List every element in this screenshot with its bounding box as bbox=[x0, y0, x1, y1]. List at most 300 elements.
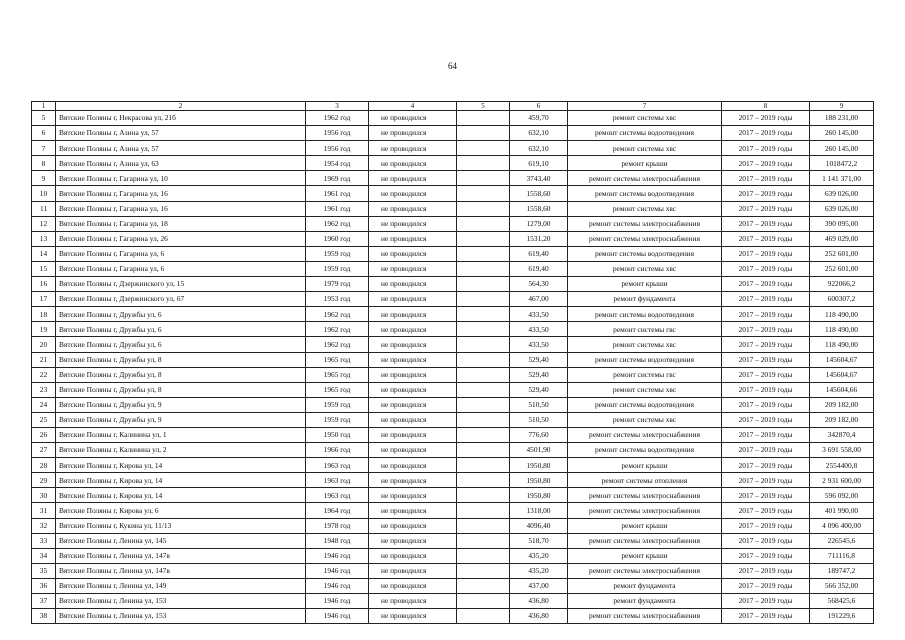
cost-cell: 118 490,00 bbox=[810, 307, 874, 322]
table-row bbox=[32, 156, 874, 171]
row-number-cell: 6 bbox=[32, 126, 56, 141]
work-type-cell: ремонт системы электроснабжения bbox=[568, 563, 722, 578]
inspection-cell: не проводился bbox=[369, 231, 457, 246]
area-cell: 435,20 bbox=[510, 548, 568, 563]
work-type-cell: ремонт системы гвс bbox=[568, 322, 722, 337]
empty-cell bbox=[457, 367, 510, 382]
empty-cell bbox=[457, 261, 510, 276]
cost-cell: 401 990,00 bbox=[810, 503, 874, 518]
area-cell: 4501,90 bbox=[510, 443, 568, 458]
cost-cell: 145604,67 bbox=[810, 367, 874, 382]
table-row bbox=[32, 533, 874, 548]
inspection-cell: не проводился bbox=[369, 111, 457, 126]
address-cell: Вятские Поляны г, Ленина ул, 153 bbox=[56, 609, 306, 624]
cost-cell: 3 691 558,00 bbox=[810, 443, 874, 458]
address-cell: Вятские Поляны г, Кирова ул, 14 bbox=[56, 488, 306, 503]
row-number-cell: 29 bbox=[32, 473, 56, 488]
cost-cell: 118 490,00 bbox=[810, 337, 874, 352]
area-cell: 529,40 bbox=[510, 367, 568, 382]
area-cell: 467,00 bbox=[510, 292, 568, 307]
period-cell: 2017 – 2019 годы bbox=[722, 156, 810, 171]
inspection-cell: не проводился bbox=[369, 443, 457, 458]
area-cell: 776,60 bbox=[510, 427, 568, 442]
work-type-cell: ремонт системы водоотведения bbox=[568, 246, 722, 261]
build-year-cell: 1946 год bbox=[306, 548, 369, 563]
empty-cell bbox=[457, 443, 510, 458]
table-row bbox=[32, 111, 874, 126]
table-row bbox=[32, 231, 874, 246]
row-number-cell: 18 bbox=[32, 307, 56, 322]
cost-cell: 600307,2 bbox=[810, 292, 874, 307]
column-number-header: 3 bbox=[306, 102, 369, 111]
build-year-cell: 1960 год bbox=[306, 231, 369, 246]
period-cell: 2017 – 2019 годы bbox=[722, 246, 810, 261]
table-row bbox=[32, 503, 874, 518]
table-row bbox=[32, 246, 874, 261]
empty-cell bbox=[457, 609, 510, 624]
period-cell: 2017 – 2019 годы bbox=[722, 473, 810, 488]
address-cell: Вятские Поляны г, Кукина ул, 11/13 bbox=[56, 518, 306, 533]
area-cell: 510,50 bbox=[510, 412, 568, 427]
inspection-cell: не проводился bbox=[369, 337, 457, 352]
build-year-cell: 1948 год bbox=[306, 533, 369, 548]
row-number-cell: 26 bbox=[32, 427, 56, 442]
cost-cell: 252 601,00 bbox=[810, 246, 874, 261]
empty-cell bbox=[457, 458, 510, 473]
cost-cell: 209 182,00 bbox=[810, 397, 874, 412]
work-type-cell: ремонт системы электроснабжения bbox=[568, 216, 722, 231]
row-number-cell: 13 bbox=[32, 231, 56, 246]
table-row bbox=[32, 427, 874, 442]
work-type-cell: ремонт системы водоотведения bbox=[568, 352, 722, 367]
table-row bbox=[32, 473, 874, 488]
table-row bbox=[32, 548, 874, 563]
work-type-cell: ремонт системы водоотведения bbox=[568, 307, 722, 322]
period-cell: 2017 – 2019 годы bbox=[722, 292, 810, 307]
address-cell: Вятские Поляны г, Кирова ул, 14 bbox=[56, 473, 306, 488]
period-cell: 2017 – 2019 годы bbox=[722, 533, 810, 548]
address-cell: Вятские Поляны г, Азина ул, 57 bbox=[56, 141, 306, 156]
empty-cell bbox=[457, 563, 510, 578]
work-type-cell: ремонт системы хвс bbox=[568, 201, 722, 216]
address-cell: Вятские Поляны г, Дружбы ул, 6 bbox=[56, 322, 306, 337]
inspection-cell: не проводился bbox=[369, 609, 457, 624]
inspection-cell: не проводился bbox=[369, 322, 457, 337]
inspection-cell: не проводился bbox=[369, 473, 457, 488]
cost-cell: 922066,2 bbox=[810, 277, 874, 292]
build-year-cell: 1959 год bbox=[306, 412, 369, 427]
build-year-cell: 1978 год bbox=[306, 518, 369, 533]
work-type-cell: ремонт системы хвс bbox=[568, 111, 722, 126]
build-year-cell: 1963 год bbox=[306, 488, 369, 503]
period-cell: 2017 – 2019 годы bbox=[722, 261, 810, 276]
build-year-cell: 1946 год bbox=[306, 578, 369, 593]
empty-cell bbox=[457, 186, 510, 201]
empty-cell bbox=[457, 307, 510, 322]
row-number-cell: 14 bbox=[32, 246, 56, 261]
inspection-cell: не проводился bbox=[369, 201, 457, 216]
row-number-cell: 30 bbox=[32, 488, 56, 503]
empty-cell bbox=[457, 488, 510, 503]
table-row bbox=[32, 458, 874, 473]
area-cell: 632,10 bbox=[510, 126, 568, 141]
inspection-cell: не проводился bbox=[369, 307, 457, 322]
build-year-cell: 1963 год bbox=[306, 473, 369, 488]
row-number-cell: 9 bbox=[32, 171, 56, 186]
build-year-cell: 1966 год bbox=[306, 443, 369, 458]
cost-cell: 711116,8 bbox=[810, 548, 874, 563]
work-type-cell: ремонт системы электроснабжения bbox=[568, 427, 722, 442]
column-number-header: 2 bbox=[56, 102, 306, 111]
table-row bbox=[32, 261, 874, 276]
build-year-cell: 1965 год bbox=[306, 382, 369, 397]
inspection-cell: не проводился bbox=[369, 533, 457, 548]
area-cell: 459,70 bbox=[510, 111, 568, 126]
table-row bbox=[32, 412, 874, 427]
table-row bbox=[32, 367, 874, 382]
empty-cell bbox=[457, 126, 510, 141]
period-cell: 2017 – 2019 годы bbox=[722, 337, 810, 352]
area-cell: 619,40 bbox=[510, 246, 568, 261]
empty-cell bbox=[457, 277, 510, 292]
inspection-cell: не проводился bbox=[369, 292, 457, 307]
table-row bbox=[32, 216, 874, 231]
row-number-cell: 22 bbox=[32, 367, 56, 382]
empty-cell bbox=[457, 533, 510, 548]
table-row bbox=[32, 277, 874, 292]
address-cell: Вятские Поляны г, Кирова ул, 14 bbox=[56, 458, 306, 473]
address-cell: Вятские Поляны г, Ленина ул, 145 bbox=[56, 533, 306, 548]
inspection-cell: не проводился bbox=[369, 578, 457, 593]
period-cell: 2017 – 2019 годы bbox=[722, 458, 810, 473]
inspection-cell: не проводился bbox=[369, 126, 457, 141]
build-year-cell: 1962 год bbox=[306, 307, 369, 322]
inspection-cell: не проводился bbox=[369, 216, 457, 231]
address-cell: Вятские Поляны г, Дзержинского ул, 15 bbox=[56, 277, 306, 292]
area-cell: 433,50 bbox=[510, 322, 568, 337]
period-cell: 2017 – 2019 годы bbox=[722, 518, 810, 533]
period-cell: 2017 – 2019 годы bbox=[722, 186, 810, 201]
inspection-cell: не проводился bbox=[369, 563, 457, 578]
row-number-cell: 38 bbox=[32, 609, 56, 624]
period-cell: 2017 – 2019 годы bbox=[722, 427, 810, 442]
work-type-cell: ремонт крыши bbox=[568, 518, 722, 533]
build-year-cell: 1962 год bbox=[306, 216, 369, 231]
row-number-cell: 15 bbox=[32, 261, 56, 276]
cost-cell: 390 095,00 bbox=[810, 216, 874, 231]
row-number-cell: 10 bbox=[32, 186, 56, 201]
table-row bbox=[32, 488, 874, 503]
area-cell: 632,10 bbox=[510, 141, 568, 156]
work-type-cell: ремонт фундамента bbox=[568, 594, 722, 609]
address-cell: Вятские Поляны г, Дружбы ул, 8 bbox=[56, 382, 306, 397]
cost-cell: 639 026,00 bbox=[810, 201, 874, 216]
period-cell: 2017 – 2019 годы bbox=[722, 488, 810, 503]
row-number-cell: 21 bbox=[32, 352, 56, 367]
period-cell: 2017 – 2019 годы bbox=[722, 352, 810, 367]
period-cell: 2017 – 2019 годы bbox=[722, 397, 810, 412]
build-year-cell: 1961 год bbox=[306, 186, 369, 201]
empty-cell bbox=[457, 231, 510, 246]
empty-cell bbox=[457, 337, 510, 352]
period-cell: 2017 – 2019 годы bbox=[722, 171, 810, 186]
address-cell: Вятские Поляны г, Дружбы ул, 6 bbox=[56, 337, 306, 352]
table-row bbox=[32, 171, 874, 186]
inspection-cell: не проводился bbox=[369, 156, 457, 171]
build-year-cell: 1969 год bbox=[306, 171, 369, 186]
period-cell: 2017 – 2019 годы bbox=[722, 111, 810, 126]
area-cell: 529,40 bbox=[510, 382, 568, 397]
area-cell: 564,30 bbox=[510, 277, 568, 292]
column-number-row bbox=[32, 102, 874, 111]
work-type-cell: ремонт системы водоотведения bbox=[568, 186, 722, 201]
column-number-header: 6 bbox=[510, 102, 568, 111]
repair-schedule-table bbox=[31, 101, 874, 624]
table-row bbox=[32, 201, 874, 216]
cost-cell: 260 145,00 bbox=[810, 141, 874, 156]
area-cell: 518,70 bbox=[510, 533, 568, 548]
empty-cell bbox=[457, 352, 510, 367]
empty-cell bbox=[457, 201, 510, 216]
address-cell: Вятские Поляны г, Калинина ул, 1 bbox=[56, 427, 306, 442]
table-row bbox=[32, 126, 874, 141]
row-number-cell: 8 bbox=[32, 156, 56, 171]
address-cell: Вятские Поляны г, Азина ул, 63 bbox=[56, 156, 306, 171]
row-number-cell: 36 bbox=[32, 578, 56, 593]
row-number-cell: 17 bbox=[32, 292, 56, 307]
work-type-cell: ремонт системы водоотведения bbox=[568, 443, 722, 458]
build-year-cell: 1946 год bbox=[306, 563, 369, 578]
cost-cell: 260 145,00 bbox=[810, 126, 874, 141]
table-row bbox=[32, 337, 874, 352]
empty-cell bbox=[457, 216, 510, 231]
cost-cell: 145604,67 bbox=[810, 352, 874, 367]
cost-cell: 191229,6 bbox=[810, 609, 874, 624]
row-number-cell: 35 bbox=[32, 563, 56, 578]
build-year-cell: 1964 год bbox=[306, 503, 369, 518]
address-cell: Вятские Поляны г, Ленина ул, 149 bbox=[56, 578, 306, 593]
row-number-cell: 27 bbox=[32, 443, 56, 458]
work-type-cell: ремонт фундамента bbox=[568, 292, 722, 307]
empty-cell bbox=[457, 548, 510, 563]
address-cell: Вятские Поляны г, Калинина ул, 2 bbox=[56, 443, 306, 458]
address-cell: Вятские Поляны г, Гагарина ул, 6 bbox=[56, 261, 306, 276]
address-cell: Вятские Поляны г, Некрасова ул, 21б bbox=[56, 111, 306, 126]
work-type-cell: ремонт системы электроснабжения bbox=[568, 488, 722, 503]
inspection-cell: не проводился bbox=[369, 277, 457, 292]
area-cell: 529,40 bbox=[510, 352, 568, 367]
build-year-cell: 1953 год bbox=[306, 292, 369, 307]
inspection-cell: не проводился bbox=[369, 171, 457, 186]
area-cell: 437,00 bbox=[510, 578, 568, 593]
build-year-cell: 1946 год bbox=[306, 609, 369, 624]
inspection-cell: не проводился bbox=[369, 548, 457, 563]
period-cell: 2017 – 2019 годы bbox=[722, 141, 810, 156]
work-type-cell: ремонт крыши bbox=[568, 277, 722, 292]
period-cell: 2017 – 2019 годы bbox=[722, 307, 810, 322]
work-type-cell: ремонт системы гвс bbox=[568, 367, 722, 382]
work-type-cell: ремонт системы отопления bbox=[568, 473, 722, 488]
table-row bbox=[32, 322, 874, 337]
row-number-cell: 7 bbox=[32, 141, 56, 156]
table-row bbox=[32, 518, 874, 533]
row-number-cell: 19 bbox=[32, 322, 56, 337]
inspection-cell: не проводился bbox=[369, 261, 457, 276]
area-cell: 1950,80 bbox=[510, 473, 568, 488]
address-cell: Вятские Поляны г, Гагарина ул, 18 bbox=[56, 216, 306, 231]
area-cell: 3743,40 bbox=[510, 171, 568, 186]
address-cell: Вятские Поляны г, Дзержинского ул, 67 bbox=[56, 292, 306, 307]
cost-cell: 188 231,00 bbox=[810, 111, 874, 126]
row-number-cell: 25 bbox=[32, 412, 56, 427]
build-year-cell: 1954 год bbox=[306, 156, 369, 171]
period-cell: 2017 – 2019 годы bbox=[722, 367, 810, 382]
build-year-cell: 1959 год bbox=[306, 397, 369, 412]
address-cell: Вятские Поляны г, Ленина ул, 147в bbox=[56, 548, 306, 563]
address-cell: Вятские Поляны г, Ленина ул, 147в bbox=[56, 563, 306, 578]
table-row bbox=[32, 186, 874, 201]
area-cell: 433,50 bbox=[510, 307, 568, 322]
table-row bbox=[32, 443, 874, 458]
work-type-cell: ремонт системы водоотведения bbox=[568, 126, 722, 141]
cost-cell: 469 029,00 bbox=[810, 231, 874, 246]
address-cell: Вятские Поляны г, Гагарина ул, 16 bbox=[56, 186, 306, 201]
address-cell: Вятские Поляны г, Дружбы ул, 9 bbox=[56, 397, 306, 412]
empty-cell bbox=[457, 427, 510, 442]
cost-cell: 209 182,00 bbox=[810, 412, 874, 427]
empty-cell bbox=[457, 322, 510, 337]
column-number-header: 4 bbox=[369, 102, 457, 111]
period-cell: 2017 – 2019 годы bbox=[722, 126, 810, 141]
address-cell: Вятские Поляны г, Дружбы ул, 6 bbox=[56, 307, 306, 322]
build-year-cell: 1950 год bbox=[306, 427, 369, 442]
work-type-cell: ремонт крыши bbox=[568, 548, 722, 563]
area-cell: 619,40 bbox=[510, 261, 568, 276]
inspection-cell: не проводился bbox=[369, 367, 457, 382]
period-cell: 2017 – 2019 годы bbox=[722, 201, 810, 216]
period-cell: 2017 – 2019 годы bbox=[722, 216, 810, 231]
period-cell: 2017 – 2019 годы bbox=[722, 548, 810, 563]
empty-cell bbox=[457, 141, 510, 156]
cost-cell: 568425,6 bbox=[810, 594, 874, 609]
build-year-cell: 1959 год bbox=[306, 246, 369, 261]
inspection-cell: не проводился bbox=[369, 412, 457, 427]
work-type-cell: ремонт фундамента bbox=[568, 578, 722, 593]
inspection-cell: не проводился bbox=[369, 141, 457, 156]
area-cell: 436,80 bbox=[510, 594, 568, 609]
period-cell: 2017 – 2019 годы bbox=[722, 578, 810, 593]
work-type-cell: ремонт системы хвс bbox=[568, 261, 722, 276]
build-year-cell: 1963 год bbox=[306, 458, 369, 473]
work-type-cell: ремонт системы водоотведения bbox=[568, 397, 722, 412]
table-row bbox=[32, 352, 874, 367]
cost-cell: 566 352,00 bbox=[810, 578, 874, 593]
inspection-cell: не проводился bbox=[369, 186, 457, 201]
empty-cell bbox=[457, 503, 510, 518]
cost-cell: 2 931 600,00 bbox=[810, 473, 874, 488]
address-cell: Вятские Поляны г, Гагарина ул, 6 bbox=[56, 246, 306, 261]
inspection-cell: не проводился bbox=[369, 503, 457, 518]
build-year-cell: 1979 год bbox=[306, 277, 369, 292]
row-number-cell: 24 bbox=[32, 397, 56, 412]
period-cell: 2017 – 2019 годы bbox=[722, 503, 810, 518]
area-cell: 1950,80 bbox=[510, 458, 568, 473]
table-row bbox=[32, 141, 874, 156]
row-number-cell: 12 bbox=[32, 216, 56, 231]
build-year-cell: 1961 год bbox=[306, 201, 369, 216]
cost-cell: 342870,4 bbox=[810, 427, 874, 442]
empty-cell bbox=[457, 246, 510, 261]
period-cell: 2017 – 2019 годы bbox=[722, 563, 810, 578]
cost-cell: 226545,6 bbox=[810, 533, 874, 548]
period-cell: 2017 – 2019 годы bbox=[722, 594, 810, 609]
table-row bbox=[32, 594, 874, 609]
build-year-cell: 1956 год bbox=[306, 141, 369, 156]
build-year-cell: 1962 год bbox=[306, 111, 369, 126]
cost-cell: 4 096 400,00 bbox=[810, 518, 874, 533]
inspection-cell: не проводился bbox=[369, 458, 457, 473]
work-type-cell: ремонт системы хвс bbox=[568, 141, 722, 156]
inspection-cell: не проводился bbox=[369, 382, 457, 397]
table-row bbox=[32, 563, 874, 578]
build-year-cell: 1965 год bbox=[306, 367, 369, 382]
work-type-cell: ремонт системы хвс bbox=[568, 382, 722, 397]
period-cell: 2017 – 2019 годы bbox=[722, 443, 810, 458]
table-row bbox=[32, 609, 874, 624]
build-year-cell: 1962 год bbox=[306, 337, 369, 352]
table-row bbox=[32, 292, 874, 307]
inspection-cell: не проводился bbox=[369, 427, 457, 442]
period-cell: 2017 – 2019 годы bbox=[722, 609, 810, 624]
row-number-cell: 23 bbox=[32, 382, 56, 397]
empty-cell bbox=[457, 397, 510, 412]
area-cell: 1950,80 bbox=[510, 488, 568, 503]
table-row bbox=[32, 382, 874, 397]
row-number-cell: 32 bbox=[32, 518, 56, 533]
empty-cell bbox=[457, 382, 510, 397]
work-type-cell: ремонт системы электроснабжения bbox=[568, 231, 722, 246]
inspection-cell: не проводился bbox=[369, 518, 457, 533]
area-cell: 435,20 bbox=[510, 563, 568, 578]
build-year-cell: 1956 год bbox=[306, 126, 369, 141]
row-number-cell: 33 bbox=[32, 533, 56, 548]
empty-cell bbox=[457, 594, 510, 609]
cost-cell: 2554400,8 bbox=[810, 458, 874, 473]
cost-cell: 118 490,00 bbox=[810, 322, 874, 337]
row-number-cell: 20 bbox=[32, 337, 56, 352]
build-year-cell: 1959 год bbox=[306, 261, 369, 276]
empty-cell bbox=[457, 473, 510, 488]
build-year-cell: 1965 год bbox=[306, 352, 369, 367]
empty-cell bbox=[457, 412, 510, 427]
area-cell: 436,80 bbox=[510, 609, 568, 624]
empty-cell bbox=[457, 292, 510, 307]
area-cell: 433,50 bbox=[510, 337, 568, 352]
address-cell: Вятские Поляны г, Гагарина ул, 26 bbox=[56, 231, 306, 246]
inspection-cell: не проводился bbox=[369, 397, 457, 412]
row-number-cell: 16 bbox=[32, 277, 56, 292]
row-number-cell: 34 bbox=[32, 548, 56, 563]
table-row bbox=[32, 307, 874, 322]
column-number-header: 5 bbox=[457, 102, 510, 111]
work-type-cell: ремонт крыши bbox=[568, 458, 722, 473]
address-cell: Вятские Поляны г, Дружбы ул, 8 bbox=[56, 367, 306, 382]
build-year-cell: 1946 год bbox=[306, 594, 369, 609]
cost-cell: 1 141 371,00 bbox=[810, 171, 874, 186]
work-type-cell: ремонт системы электроснабжения bbox=[568, 533, 722, 548]
work-type-cell: ремонт системы хвс bbox=[568, 337, 722, 352]
area-cell: 619,10 bbox=[510, 156, 568, 171]
